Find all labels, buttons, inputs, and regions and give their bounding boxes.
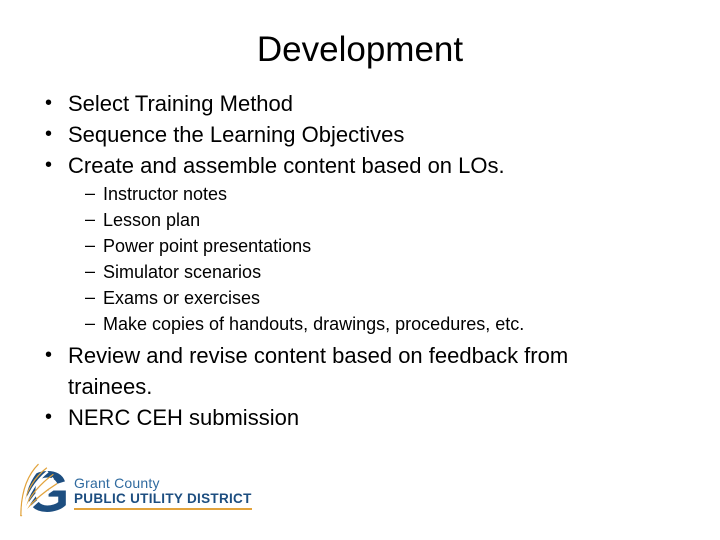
bullet-text: Select Training Method (68, 91, 294, 116)
sub-bullet-text: Simulator scenarios (103, 262, 262, 282)
list-item (44, 150, 624, 181)
list-item (44, 340, 624, 402)
logo-gold-underline (74, 508, 252, 510)
bullet-icon: • (45, 92, 53, 114)
bullet-icon: • (45, 154, 53, 176)
sub-bullet-text: Instructor notes (103, 184, 228, 204)
list-item (85, 285, 624, 311)
list-item (85, 259, 624, 285)
slide-body (44, 88, 624, 433)
bullet-icon: • (45, 123, 53, 145)
bullet-icon: • (45, 344, 53, 366)
list-item (44, 402, 624, 433)
bullet-text: NERC CEH submission (68, 405, 300, 430)
logo-text-block (74, 462, 252, 510)
bullet-text: Create and assemble content based on LOs. (68, 153, 505, 178)
list-item (85, 181, 624, 207)
bullet-text: Sequence the Learning Objectives (68, 122, 405, 147)
logo-org-line1: Grant County (74, 475, 160, 491)
sub-bullet-text: Power point presentations (103, 236, 312, 256)
list-item (44, 88, 624, 119)
list-item (44, 119, 624, 150)
dash-icon: – (85, 209, 96, 229)
dash-icon: – (85, 287, 96, 307)
slide-title: Development (256, 30, 464, 69)
logo-g-letter: G (24, 462, 70, 520)
sub-bullet-text: Lesson plan (103, 210, 201, 230)
list-item (85, 207, 624, 233)
dash-icon: – (85, 261, 96, 281)
sub-bullet-text: Exams or exercises (103, 288, 261, 308)
dash-icon: – (85, 183, 96, 203)
bullet-text: Review and revise content based on feedback from trainees. (68, 343, 569, 399)
logo-org-line2: PUBLIC UTILITY DISTRICT (74, 491, 252, 506)
sub-bullet-list (85, 181, 624, 337)
list-item (85, 233, 624, 259)
sub-bullet-text: Make copies of handouts, drawings, procedures, etc. (103, 314, 525, 334)
dash-icon: – (85, 313, 96, 333)
list-item (85, 311, 624, 337)
bullet-list-bottom (44, 340, 624, 433)
bullet-list-top (44, 88, 624, 181)
bullet-icon: • (45, 406, 53, 428)
grant-county-pud-logo (19, 462, 252, 520)
dash-icon: – (85, 235, 96, 255)
logo-g-mark-icon (19, 462, 71, 520)
